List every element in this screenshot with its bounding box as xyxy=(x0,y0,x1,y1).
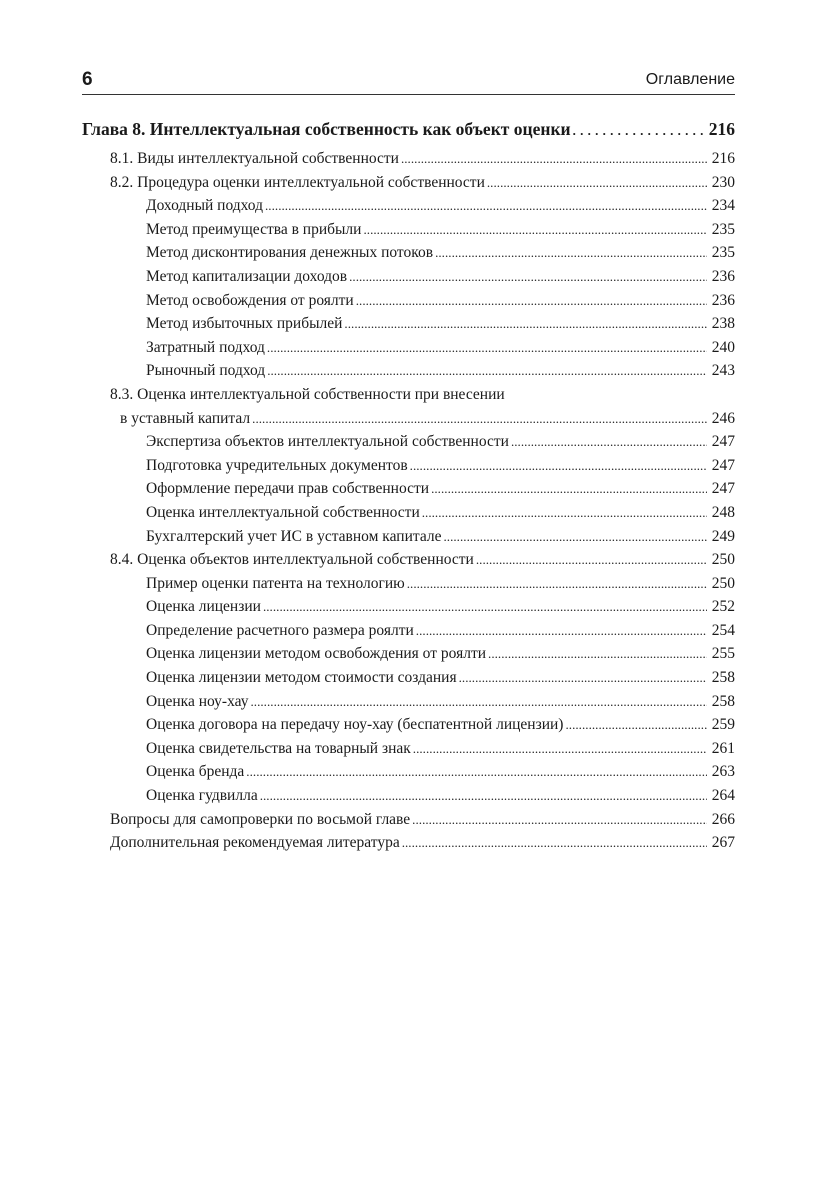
toc-entry-title: Бухгалтерский учет ИС в уставном капитале xyxy=(146,527,442,545)
toc-entry-title: Пример оценки патента на технологию xyxy=(146,574,405,592)
toc-entry[interactable] xyxy=(82,690,735,714)
toc-entry-title: Глава 8. Интеллектуальная собственность как объект оценки xyxy=(82,119,571,139)
toc-entry-page: 238 xyxy=(711,315,735,333)
toc-entry-title: Оценка лицензии методом стоимости создания xyxy=(146,669,457,687)
toc-entry-page: 250 xyxy=(711,551,735,569)
toc-entry-page: 230 xyxy=(711,173,735,191)
leader-dots xyxy=(349,265,707,289)
toc-entry-title: Метод дисконтирования денежных потоков xyxy=(146,244,434,262)
toc-entry[interactable] xyxy=(82,572,735,596)
toc-entry-title: Подготовка учредительных документов xyxy=(146,456,408,474)
toc-entry-title: Оценка интеллектуальной собственности xyxy=(146,503,420,521)
toc-entry-title: Оценка свидетельства на товарный знак xyxy=(146,739,411,757)
page-header xyxy=(82,68,735,95)
toc-entry[interactable] xyxy=(82,336,735,360)
toc-entry[interactable] xyxy=(82,808,735,832)
toc-entry-page: 254 xyxy=(711,621,735,639)
leader-dots xyxy=(267,336,707,360)
leader-dots xyxy=(356,289,707,313)
toc-entry[interactable] xyxy=(82,831,735,855)
toc-entry[interactable] xyxy=(82,147,735,171)
toc-entry[interactable] xyxy=(82,595,735,619)
toc-entry-page: 258 xyxy=(711,669,735,687)
toc-entry[interactable] xyxy=(82,359,735,383)
leader-dots xyxy=(260,784,707,808)
toc-entry-title: в уставный капитал xyxy=(120,409,251,427)
toc-entry[interactable] xyxy=(82,666,735,690)
toc-entry[interactable] xyxy=(82,171,735,195)
leader-dots xyxy=(402,831,707,855)
leader-dots xyxy=(443,525,707,549)
table-of-contents xyxy=(82,116,735,855)
toc-entry[interactable] xyxy=(82,265,735,289)
leader-dots xyxy=(263,595,707,619)
toc-entry-page: 216 xyxy=(711,150,735,167)
toc-entry[interactable] xyxy=(82,525,735,549)
leader-dots xyxy=(565,713,707,737)
toc-entry[interactable] xyxy=(82,218,735,242)
toc-entry-page: 263 xyxy=(711,763,735,781)
toc-entry[interactable] xyxy=(82,548,735,572)
toc-entry[interactable] xyxy=(82,194,735,218)
toc-entry-title: Рыночный подход xyxy=(146,362,266,380)
toc-entry[interactable] xyxy=(82,454,735,478)
toc-entry-page: 234 xyxy=(711,197,735,215)
leader-dots xyxy=(363,218,707,242)
toc-entry-title: 8.2. Процедура оценки интеллектуальной собственности xyxy=(110,173,485,191)
toc-entry-title: 8.3. Оценка интеллектуальной собственности при внесении xyxy=(110,385,505,403)
toc-entry[interactable] xyxy=(82,383,735,407)
leader-dots xyxy=(422,501,707,525)
toc-entry[interactable] xyxy=(82,619,735,643)
leader-dots xyxy=(344,312,707,336)
leader-dots xyxy=(407,572,707,596)
leader-dots xyxy=(431,477,707,501)
toc-entry-page: 248 xyxy=(711,503,735,521)
page-number: 6 xyxy=(82,69,93,90)
toc-entry[interactable] xyxy=(82,289,735,313)
toc-entry-page: 250 xyxy=(711,574,735,592)
toc-entry-title: 8.1. Виды интеллектуальной собственности xyxy=(110,150,399,167)
toc-entry[interactable] xyxy=(82,737,735,761)
toc-entry[interactable] xyxy=(82,312,735,336)
toc-entry-title: 8.4. Оценка объектов интеллектуальной собственности xyxy=(110,551,474,569)
toc-chapter-8[interactable] xyxy=(82,116,735,144)
toc-entry-page: 252 xyxy=(711,598,735,616)
leader-dots xyxy=(476,548,707,572)
toc-entry-page: 259 xyxy=(711,716,735,734)
toc-entry[interactable] xyxy=(82,642,735,666)
toc-entry[interactable] xyxy=(82,430,735,454)
toc-entry-title: Затратный подход xyxy=(146,338,265,356)
toc-entry-title: Оценка договора на передачу ноу-хау (беспатентной лицензии) xyxy=(146,716,564,734)
toc-entry-page: 247 xyxy=(711,456,735,474)
leader-dots xyxy=(401,147,707,171)
toc-entry-page: 216 xyxy=(708,119,735,139)
leader-dots xyxy=(252,407,707,431)
toc-entry-page: 261 xyxy=(711,739,735,757)
leader-dots xyxy=(412,808,707,832)
toc-entry[interactable] xyxy=(82,713,735,737)
toc-entry-title: Метод освобождения от роялти xyxy=(146,291,354,309)
toc-entry-title: Оценка бренда xyxy=(146,763,245,781)
toc-entry-title: Оценка гудвилла xyxy=(146,787,258,805)
leader-dots xyxy=(511,430,707,454)
toc-entry-title: Оценка ноу-хау xyxy=(146,692,249,710)
toc-entry-title: Дополнительная рекомендуемая литература xyxy=(110,834,400,852)
toc-entry-title: Вопросы для самопроверки по восьмой главе xyxy=(110,810,411,828)
leader-dots xyxy=(416,619,707,643)
toc-entry-title: Экспертиза объектов интеллектуальной собственности xyxy=(146,433,509,451)
leader-dots xyxy=(265,194,707,218)
toc-entry-title: Доходный подход xyxy=(146,197,263,215)
toc-entry-title: Метод преимущества в прибыли xyxy=(146,220,362,238)
toc-entry-page: 236 xyxy=(711,291,735,309)
leader-dots xyxy=(573,118,707,144)
toc-entry-page: 246 xyxy=(711,409,735,427)
toc-entry-page: 235 xyxy=(711,220,735,238)
toc-entry[interactable] xyxy=(82,241,735,265)
toc-entry[interactable] xyxy=(82,784,735,808)
toc-entry-title: Оценка лицензии xyxy=(146,598,261,616)
running-title: Оглавление xyxy=(645,71,735,88)
leader-dots xyxy=(267,359,707,383)
toc-entry-title: Метод избыточных прибылей xyxy=(146,315,343,333)
leader-dots xyxy=(246,760,707,784)
toc-entry-page: 255 xyxy=(711,645,735,663)
leader-dots xyxy=(250,690,707,714)
leader-dots xyxy=(487,171,707,195)
toc-entry-page: 247 xyxy=(711,433,735,451)
toc-entry[interactable] xyxy=(82,477,735,501)
leader-dots xyxy=(410,454,707,478)
leader-dots xyxy=(459,666,707,690)
toc-entry-page: 240 xyxy=(711,338,735,356)
toc-entry-title: Оформление передачи прав собственности xyxy=(146,480,430,498)
leader-dots xyxy=(413,737,707,761)
toc-entry-page: 258 xyxy=(711,692,735,710)
leader-dots xyxy=(488,642,707,666)
toc-entry-page: 264 xyxy=(711,787,735,805)
toc-entry-page: 249 xyxy=(711,527,735,545)
toc-entry-page: 247 xyxy=(711,480,735,498)
toc-entry-title: Метод капитализации доходов xyxy=(146,267,348,285)
toc-entry[interactable] xyxy=(82,760,735,784)
toc-entry[interactable] xyxy=(82,407,735,431)
toc-entry-page: 235 xyxy=(711,244,735,262)
toc-entry[interactable] xyxy=(82,501,735,525)
toc-entry-page: 267 xyxy=(711,834,735,852)
toc-entry-title: Оценка лицензии методом освобождения от роялти xyxy=(146,645,487,663)
toc-entry-page: 266 xyxy=(711,810,735,828)
toc-entry-page: 236 xyxy=(711,267,735,285)
toc-entry-title: Определение расчетного размера роялти xyxy=(146,621,414,639)
leader-dots xyxy=(435,241,707,265)
toc-entry-page: 243 xyxy=(711,362,735,380)
